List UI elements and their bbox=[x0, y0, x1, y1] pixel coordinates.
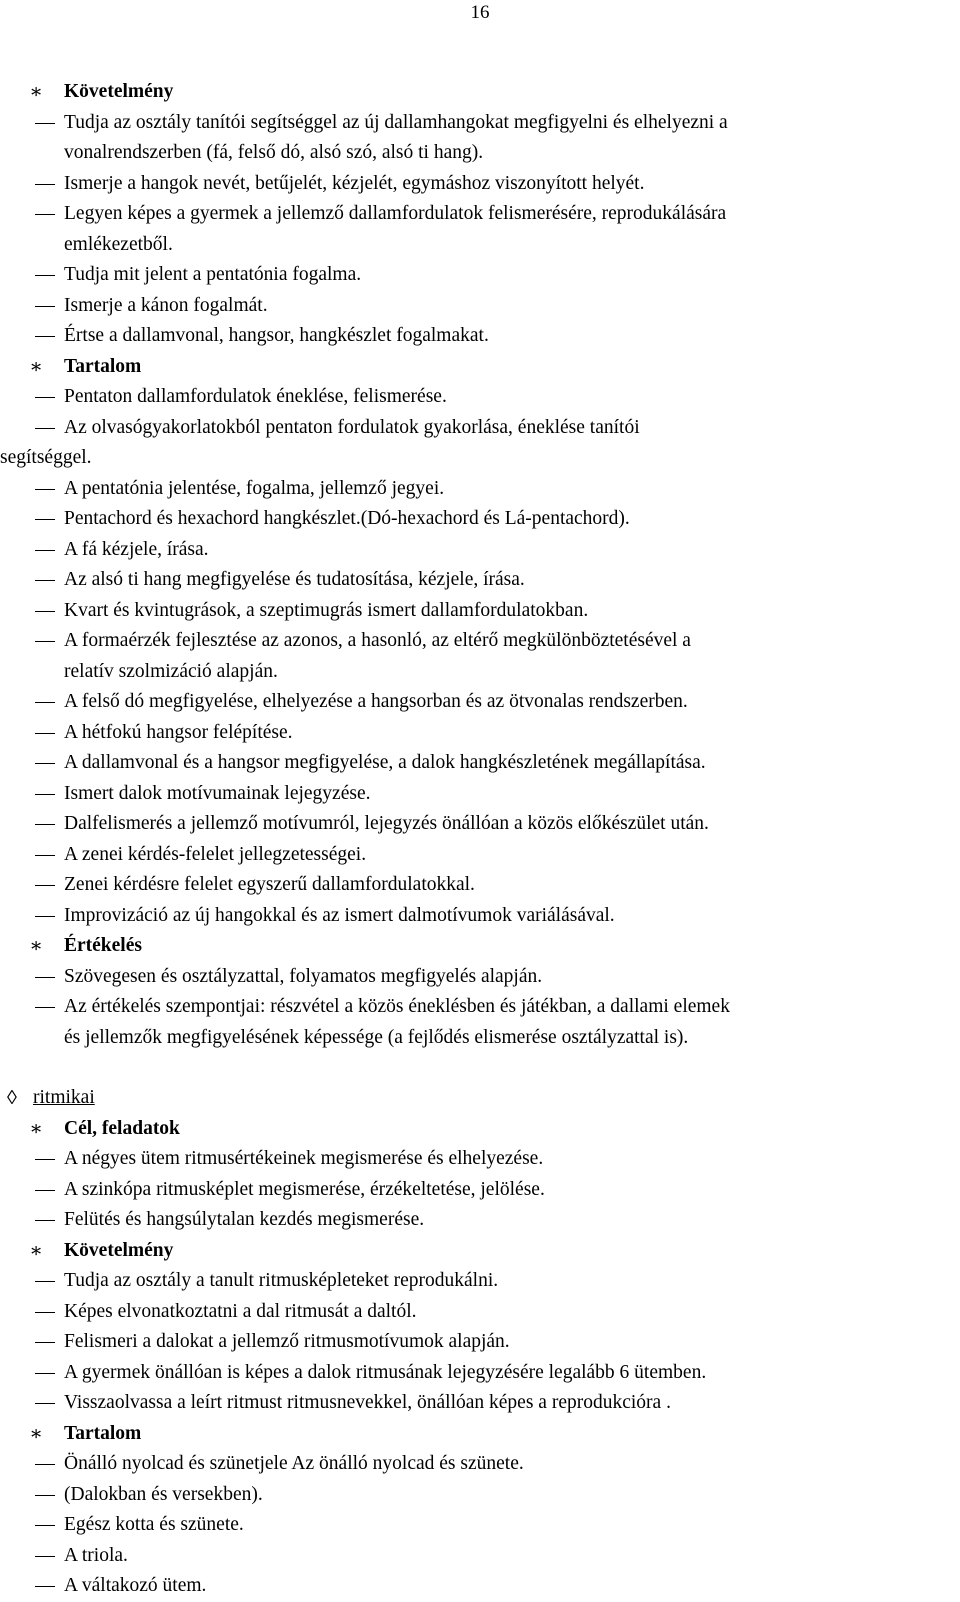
list-item-text: Ismert dalok motívumainak lejegyzése. bbox=[64, 782, 371, 804]
list-item-continuation bbox=[0, 138, 960, 169]
list-item bbox=[0, 565, 960, 596]
list-item-text: Az értékelés szempontjai: részvétel a közös éneklésben és játékban, a dallami elemek bbox=[64, 996, 730, 1017]
list-item bbox=[0, 1388, 960, 1419]
list-item bbox=[0, 1266, 960, 1297]
list-item-text: Legyen képes a gyermek a jellemző dallamfordulatok felismerésére, reprodukálására bbox=[64, 203, 727, 224]
list-item-text: A váltakozó ütem. bbox=[64, 1575, 207, 1596]
list-item bbox=[0, 1571, 960, 1602]
subheading: Követelmény bbox=[64, 1239, 174, 1261]
list-item bbox=[0, 260, 960, 291]
subheading-line bbox=[0, 77, 960, 108]
list-item bbox=[0, 1449, 960, 1480]
list-item-text: Improvizáció az új hangokkal és az ismert dalmotívumok variálásával. bbox=[64, 904, 615, 926]
list-item-text: Önálló nyolcad és szünetjele Az önálló nyolcad és szünete. bbox=[64, 1453, 524, 1474]
list-item-text: (Dalokban és versekben). bbox=[64, 1483, 263, 1505]
list-item bbox=[0, 1510, 960, 1541]
list-item bbox=[0, 199, 960, 230]
list-item-text: Értse a dallamvonal, hangsor, hangkészlet fogalmakat. bbox=[64, 325, 489, 346]
list-item-text: emlékezetből. bbox=[64, 233, 173, 255]
asterisk-bullet-icon: ∗ bbox=[29, 1422, 43, 1445]
list-item-continuation bbox=[0, 230, 960, 261]
list-item bbox=[0, 962, 960, 993]
subheading-line bbox=[0, 1114, 960, 1145]
list-item-text: Dalfelismerés a jellemző motívumról, lejegyzés önállóan a közös előkészület után. bbox=[64, 813, 709, 834]
list-item-text: Felütés és hangsúlytalan kezdés megismerése. bbox=[64, 1209, 425, 1230]
list-item-text: A dallamvonal és a hangsor megfigyelése, a dalok hangkészletének megállapítása. bbox=[64, 752, 706, 773]
list-item bbox=[0, 870, 960, 901]
list-item-text: A fá kézjele, írása. bbox=[64, 538, 209, 560]
subheading: Tartalom bbox=[64, 355, 142, 377]
subheading-line bbox=[0, 352, 960, 383]
list-item bbox=[0, 1358, 960, 1389]
list-item-text: A formaérzék fejlesztése az azonos, a hasonló, az eltérő megkülönböztetésével a bbox=[64, 630, 691, 651]
list-item bbox=[0, 108, 960, 139]
list-item-text: Pentaton dallamfordulatok éneklése, felismerése. bbox=[64, 386, 447, 407]
section-title: ritmikai bbox=[33, 1087, 95, 1108]
list-item bbox=[0, 382, 960, 413]
list-item bbox=[0, 1205, 960, 1236]
list-item bbox=[0, 809, 960, 840]
list-item bbox=[0, 535, 960, 566]
section-ritmikai bbox=[0, 1114, 960, 1602]
subheading: Követelmény bbox=[64, 81, 174, 102]
list-item bbox=[0, 169, 960, 200]
list-item-text: és jellemzők megfigyelésének képessége (a fejlődés elismerése osztályzattal is). bbox=[64, 1026, 689, 1048]
subheading-line bbox=[0, 931, 960, 962]
list-item-continuation bbox=[0, 1023, 960, 1054]
list-item bbox=[0, 1297, 960, 1328]
list-item bbox=[0, 596, 960, 627]
list-item-text: A triola. bbox=[64, 1544, 128, 1566]
list-item-text: Zenei kérdésre felelet egyszerű dallamfordulatokkal. bbox=[64, 874, 475, 895]
list-item-text: Az olvasógyakorlatokból pentaton fordulatok gyakorlása, éneklése tanítói bbox=[64, 416, 640, 438]
list-item-text: A gyermek önállóan is képes a dalok ritmusának lejegyzésére legalább 6 ütemben. bbox=[64, 1361, 707, 1383]
list-item bbox=[0, 413, 960, 444]
list-item bbox=[0, 291, 960, 322]
list-item bbox=[0, 321, 960, 352]
subheading-line bbox=[0, 1236, 960, 1267]
list-item-text: A zenei kérdés-felelet jellegzetességei. bbox=[64, 843, 367, 865]
list-item-text: Tudja az osztály a tanult ritmusképleteket reprodukálni. bbox=[64, 1270, 499, 1291]
list-item-text: Tudja mit jelent a pentatónia fogalma. bbox=[64, 264, 362, 285]
page-content bbox=[0, 77, 960, 1602]
list-item-text: A hétfokú hangsor felépítése. bbox=[64, 721, 293, 743]
list-item-text: A pentatónia jelentése, fogalma, jellemző jegyei. bbox=[64, 477, 445, 499]
list-item bbox=[0, 504, 960, 535]
list-item bbox=[0, 901, 960, 932]
page-number: 16 bbox=[470, 2, 490, 23]
list-item bbox=[0, 748, 960, 779]
list-item bbox=[0, 1175, 960, 1206]
list-item-text: relatív szolmizáció alapján. bbox=[64, 660, 278, 682]
list-item-text: Szövegesen és osztályzattal, folyamatos megfigyelés alapján. bbox=[64, 965, 543, 987]
list-item-text: Ismerje a hangok nevét, betűjelét, kézjelét, egymáshoz viszonyított helyét. bbox=[64, 172, 645, 194]
list-item-text: A felső dó megfigyelése, elhelyezése a hangsorban és az ötvonalas rendszerben. bbox=[64, 691, 688, 712]
subheading: Tartalom bbox=[64, 1422, 142, 1444]
asterisk-bullet-icon: ∗ bbox=[29, 81, 43, 103]
subheading-line bbox=[0, 1419, 960, 1450]
list-item bbox=[0, 992, 960, 1023]
asterisk-bullet-icon: ∗ bbox=[29, 1117, 43, 1140]
list-item-text: Visszaolvassa a leírt ritmust ritmusnevekkel, önállóan képes a reprodukcióra . bbox=[64, 1392, 671, 1413]
list-item bbox=[0, 718, 960, 749]
list-item-text: Képes elvonatkoztatni a dal ritmusát a daltól. bbox=[64, 1300, 417, 1322]
list-item-text: Ismerje a kánon fogalmát. bbox=[64, 294, 268, 316]
asterisk-bullet-icon: ∗ bbox=[29, 355, 43, 378]
list-item bbox=[0, 840, 960, 871]
list-item-text: segítséggel. bbox=[0, 447, 92, 468]
list-item-text: A négyes ütem ritmusértékeinek megismerése és elhelyezése. bbox=[64, 1148, 544, 1169]
list-item bbox=[0, 779, 960, 810]
list-item-text: Felismeri a dalokat a jellemző ritmusmotívumok alapján. bbox=[64, 1331, 510, 1352]
list-item bbox=[0, 1144, 960, 1175]
list-item-continuation bbox=[0, 657, 960, 688]
subheading: Cél, feladatok bbox=[64, 1117, 180, 1139]
list-item bbox=[0, 1480, 960, 1511]
asterisk-bullet-icon: ∗ bbox=[29, 1239, 43, 1262]
list-item-text: A szinkópa ritmusképlet megismerése, érzékeltetése, jelölése. bbox=[64, 1178, 545, 1200]
list-item-text: Egész kotta és szünete. bbox=[64, 1514, 244, 1535]
section-dallami bbox=[0, 77, 960, 1053]
list-item-text: Tudja az osztály tanítói segítséggel az új dallamhangokat megfigyelni és elhelyezni a bbox=[64, 111, 728, 133]
list-item-continuation bbox=[0, 443, 960, 474]
list-item bbox=[0, 687, 960, 718]
subheading: Értékelés bbox=[64, 935, 142, 956]
section-spacer bbox=[0, 1053, 960, 1083]
asterisk-bullet-icon: ∗ bbox=[29, 935, 43, 957]
section-title-line bbox=[0, 1083, 960, 1114]
list-item-text: Az alsó ti hang megfigyelése és tudatosítása, kézjele, írása. bbox=[64, 569, 525, 590]
list-item bbox=[0, 1327, 960, 1358]
list-item-text: Kvart és kvintugrások, a szeptimugrás ismert dallamfordulatokban. bbox=[64, 599, 589, 621]
list-item-text: vonalrendszerben (fá, felső dó, alsó szó, alsó ti hang). bbox=[64, 142, 484, 163]
list-item-text: Pentachord és hexachord hangkészlet.(Dó-hexachord és Lá-pentachord). bbox=[64, 508, 630, 529]
list-item bbox=[0, 474, 960, 505]
list-item bbox=[0, 1541, 960, 1572]
list-item bbox=[0, 626, 960, 657]
diamond-bullet-icon: ◊ bbox=[7, 1087, 17, 1109]
